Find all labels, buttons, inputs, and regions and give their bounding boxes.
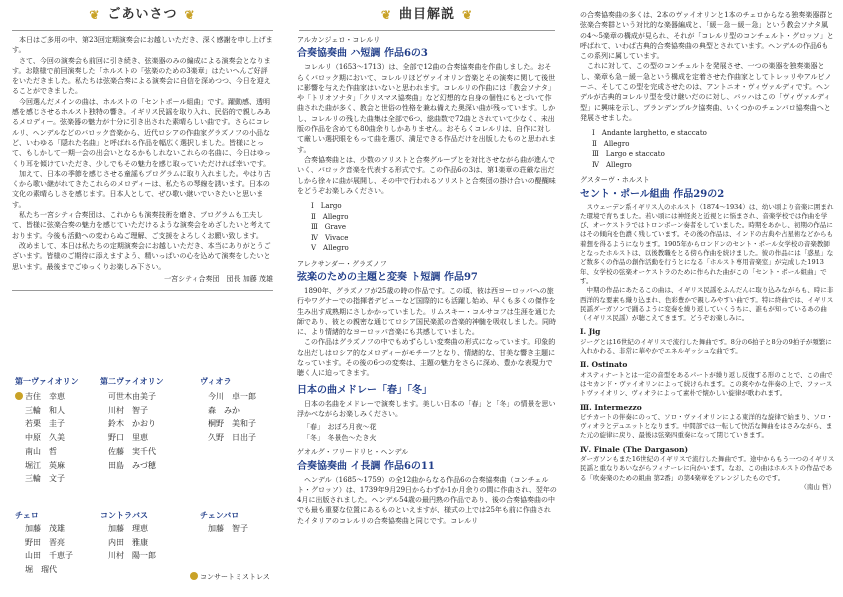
section-name: チェロ bbox=[15, 510, 39, 520]
member: 三輪 文子 bbox=[25, 474, 65, 484]
divider bbox=[12, 290, 273, 291]
greeting-title: ごあいさつ bbox=[107, 6, 178, 22]
divider bbox=[12, 30, 273, 31]
member: 吉住 幸恵 bbox=[15, 390, 65, 404]
member: 加藤 理恵 bbox=[108, 524, 148, 533]
member: 堀江 英麻 bbox=[25, 460, 65, 470]
section-name: チェンバロ bbox=[200, 510, 240, 520]
greeting-signature: 一宮シティ合奏団 団長 加藤 茂雄 bbox=[164, 274, 273, 283]
member: 佐藤 実千代 bbox=[108, 446, 156, 456]
song: 「冬」 冬景色～たき火 bbox=[303, 434, 377, 443]
movement: Ⅴ Allegro bbox=[311, 244, 349, 253]
note-paragraph: 中期の作品にあたるこの曲は、イギリス民謡をふんだんに取り込みながらも、時に非西洋的な要素も織り込まれ、色彩豊かで親しみやすい曲です。特に終曲では、イギリス民謡ダーガソンで踊るように変奏を繰り返していくうちに、誰もが知っているあの曲（イギリス民謡）が聴こえてきます。どうぞお楽しみに。 bbox=[580, 286, 834, 323]
member-list bbox=[208, 390, 256, 445]
piece-title: Ⅲ. Intermezzo bbox=[580, 402, 642, 412]
member: 久野 日出子 bbox=[208, 433, 256, 443]
notes-column bbox=[297, 0, 557, 526]
note-paragraph: これに対して、この型のコンチェルトを発展させ、一つの楽器を独奏楽器とし、楽章も急－緩－急という構成を定着させた作曲家としてトレッリやアルビノーニ、そしてこの型を完成させたのは、アントニオ・ヴィヴァルディです。ヘンデルが古典的コレルリ型を受け継いだのに対し、バッハはこの「ヴィヴァルディ型」に興味を示し、ブランデンブルク協奏曲、いくつかのチェンバロ協奏曲へと発展させました。 bbox=[580, 62, 832, 122]
member: 三輪 和人 bbox=[25, 405, 65, 415]
piece-description: ピチカートの伴奏にのって、ソロ・ヴァイオリンによる東洋的な旋律で始まり、ソロ・ヴィオラとデュエットとなります。中間部では一転して快活な舞曲をはさみながら、また元の旋律に戻り、最後は弦楽四重奏になって閉じていきます。 bbox=[580, 412, 833, 440]
laurel-left-icon: ❦ bbox=[89, 7, 101, 22]
greeting-header bbox=[10, 0, 275, 30]
composer-name: アレクサンダー・グラズノフ bbox=[297, 259, 387, 268]
member: 桐野 美和子 bbox=[208, 419, 256, 429]
movement-list bbox=[592, 128, 835, 170]
section-name: コントラバス bbox=[100, 510, 148, 520]
member: 田島 みづ穂 bbox=[108, 460, 156, 470]
work-title: 合奏協奏曲 ハ短調 作品6の3 bbox=[297, 48, 428, 60]
member: 森 みか bbox=[208, 405, 240, 415]
member: 鈴木 かおり bbox=[108, 419, 156, 429]
note-paragraph: この作品はグラズノフの中でもめずらしい変奏曲の形式になっています。印象的な出だしはロシア的なメロディーがモチーフとなり、情緒的な、甘美な響き主題になっています。その後の6つの変奏は、主題の魅力をさらに深め、豊かな表現力で聴く人に迫ってきます。 bbox=[297, 338, 556, 378]
concertmistress-dot-icon bbox=[15, 392, 23, 400]
member-roster bbox=[10, 372, 275, 592]
movement-list bbox=[311, 201, 557, 254]
member: 川村 陽一郎 bbox=[108, 551, 156, 561]
section-name: 第二ヴァイオリン bbox=[100, 376, 164, 386]
member-list bbox=[15, 390, 65, 486]
note-paragraph: ヘンデル（1685～1759）の全12曲からなる作品6の合奏協奏曲（コンチェルト・グロッソ）は、1739年9月29日からわずか1か月余りの間に作曲され、翌年の4月に出版されました。ヘンデル54歳の最円熟の作品であり、後の合奏協奏曲の中でも最も重要な位置にあるものといえますが、様式の上では25年も前に作曲されたイタリアのコレルリの合奏協奏曲と同じです。コレルリ bbox=[297, 475, 557, 525]
divider bbox=[299, 30, 555, 31]
movement: Ⅳ Vivace bbox=[311, 233, 349, 242]
greeting-column bbox=[10, 0, 275, 581]
member: 川村 智子 bbox=[108, 405, 148, 415]
piece-title: Ⅳ. Finale (The Dargason) bbox=[580, 444, 689, 454]
piece-description: ダーガソンもまた16世紀のイギリスで流行した舞曲です。途中からもう一つのイギリス民謡と重なりあいながらフィナーレに向かいます。なお、この曲はホルストの作品である「吹奏楽のための組曲 第2番」の第4楽章をアレンジしたものです。 bbox=[580, 454, 835, 482]
movement: Ⅱ Allegro bbox=[592, 139, 630, 148]
work-title: 合奏協奏曲 イ長調 作品6の11 bbox=[297, 460, 435, 472]
piece-title: Ⅰ. Jig bbox=[580, 327, 601, 337]
greeting-paragraph: 私たち一宮シティ合奏団は、これからも演奏技術を磨き、プログラムも工夫して、皆様に弦楽合奏の魅力を感じていただけるような演奏会をめざしたいと考えております。今後も活動への変わらぬご理解、ご支援をよろしくお願い致します。 bbox=[12, 211, 271, 240]
movement: Ⅲ Grave bbox=[311, 223, 346, 232]
concertmistress-dot-icon bbox=[190, 572, 198, 580]
song: 「春」 おぼろ月夜～花 bbox=[303, 423, 377, 432]
laurel-left-icon: ❦ bbox=[380, 7, 392, 22]
notes-column-continued bbox=[580, 0, 835, 492]
movement: Ⅲ Largo e staccato bbox=[592, 150, 665, 159]
member: 加藤 智子 bbox=[208, 524, 248, 533]
member-list bbox=[25, 522, 73, 577]
member: 可世木由美子 bbox=[108, 392, 156, 401]
legend: コンサートミストレス bbox=[190, 572, 270, 582]
note-paragraph: 日本の名曲をメドレーで演奏します。美しい日本の「春」と「冬」の情景を思い浮かべながらお楽しみください。 bbox=[297, 399, 556, 418]
note-paragraph: の合奏協奏曲の多くは、2本のヴァイオリンと1本のチェロからなる独奏楽器群と弦楽合奏群という対比的な楽器編成と、「緩－急－緩－急」という教会ソナタ風の4～5楽章の構成が見られ、それが「コレルリ型のコンチェルト・グロッソ」と呼ばれて、いわば古典的合奏協奏曲の典型とされています。ヘンデルの作品6もこの系列に属しています。 bbox=[580, 11, 834, 61]
notes-title: 曲目解説 bbox=[398, 6, 455, 22]
note-paragraph: 1890年、グラズノフが25歳の時の作品です。この頃、彼は西ヨーロッパへの旅行やワグナーでの指揮者デビューなど国際的にも活躍し始め、早くも多くの傑作を生み出す成熟期にさしかかっていました。リムスキー・コルサコフは生涯を通じた師であり、彼との親密な通じてロシア国民楽派の音楽的神髄を吸収しました。同時に、より情緒的なヨーロッパ音楽にも共感していました。 bbox=[297, 286, 556, 337]
section-name: ヴィオラ bbox=[200, 376, 232, 386]
composer-name: グスターヴ・ホルスト bbox=[580, 176, 650, 185]
greeting-paragraph: 改めまして、本日は私たちの定期演奏会にお越しいただき、本当にありがとうございます。皆様のご期待に添えますよう、精いっぱいの心を込めて演奏をしたいと思います。最後までごゆっくりお楽しみ下さい。 bbox=[12, 241, 271, 271]
work-title: 弦楽のための主題と変奏 ト短調 作品97 bbox=[297, 271, 478, 283]
greeting-paragraph: さて、今回の演奏会も前回に引き続き、弦楽器のみの編成による演奏会となります。お陰様で前回演奏した「ホルストの「弦楽のための3楽章」はたいへんご好評をいただきました。私たちは弦楽合奏による演奏会に自信を深めつつ、今日を迎えることができました。 bbox=[12, 56, 271, 96]
greeting-paragraph: 本日はご多用の中、第23回定期演奏会にお越しいただき、深く感謝を申し上げます。 bbox=[12, 36, 273, 55]
laurel-right-icon: ❦ bbox=[184, 7, 196, 22]
member-list bbox=[208, 522, 248, 536]
member: 若栗 圭子 bbox=[25, 419, 65, 429]
piece-description: オスティナートとは一定の音型をあるパートが繰り返し反復する形のことで、この曲ではセカンド・ヴァイオリンによって続けられます。この爽やかな伴奏の上で、ファーストヴァイオリン、ヴィオラによって素朴で懐かしい旋律が歌われます。 bbox=[580, 370, 833, 398]
member: 山田 千恵子 bbox=[25, 551, 73, 561]
member-list bbox=[108, 522, 156, 563]
note-paragraph: スウェーデン系イギリス人のホルスト（1874～1934）は、幼い頃より音楽に囲まれた環境で育ちました。若い頃には神経炎と近視とに悩まされ、音楽学校では作曲を学び、オーケストラではトロンボーン奏者をしていました。時期をあかし、初期の作品にはその傾向を色濃く残しています。その後の作品は、インドの古典や占星術などからも着想を得るようになります。1905年からロンドンのセント・ポール女学校の音楽教師となったホルストは、以後教職をとる傍ら作曲を続けました。彼の作品には「惑星」など数多くの作品の創作活動を行うとになる「ホルスト専用音楽室」が完成した1913年、女学校の弦楽オーケストラのために作られた曲がこの「セント・ポール組曲」です。 bbox=[580, 202, 834, 285]
greeting-paragraph: 今回選んだメインの曲は、ホルストの「セントポール組曲」です。躍動感、透明感を感じさせるホルスト独特の響き。イギリス民謡を取り入れ、民俗的で親しみあるメロディー。弦楽器の魅力が十分に引き出された素晴らしい曲です。さらにコレルリ、ヘンデルなどのバロック音楽から、近代ロシアの作曲家グラズノフの小品など、いわゆる「隠れた名曲」と呼ばれる作品を幅広く選択しました。皆様にとって、もしかして一期一会の出会いとなるかもしれないこれらの名曲に、今日はゆっくり耳を傾けていただき、少しでもその魅力を感じ取っていただければ幸いです。 bbox=[12, 97, 271, 168]
movement: Ⅰ Largo bbox=[311, 202, 342, 211]
greeting-paragraph: 加えて、日本の季節を感じさせる童謡もプログラムに取り入れました。やはり古くから歌い継がれてきたこれらのメロディーは、私たちの琴線を誘います。日本の文化の素晴らしさを感じます。日本人として、ぜひ歌い継いでいきたいと思います。 bbox=[12, 169, 271, 209]
note-paragraph: 合奏協奏曲とは、少数のソリストと合奏グループとを対比させながら曲が進んでいく、バロック音楽を代表する形式です。この作品6の3は、第1楽章の荘厳な出だしから徐々に曲が展開し、その中で行われるソリストと合奏団の掛け合いの醍醐味をどうぞお楽しみください。 bbox=[297, 155, 556, 195]
author-credit: （南山 哲） bbox=[800, 482, 835, 491]
member: 野田 晋亮 bbox=[25, 537, 65, 547]
laurel-right-icon: ❦ bbox=[462, 7, 474, 22]
member: 南山 哲 bbox=[25, 446, 57, 456]
movement: Ⅳ Allegro bbox=[592, 160, 632, 169]
member: 内田 雅康 bbox=[108, 537, 148, 547]
member: 野口 里恵 bbox=[108, 433, 148, 443]
composer-name: アルカンジェロ・コレルリ bbox=[297, 36, 381, 44]
piece-title: Ⅱ. Ostinato bbox=[580, 360, 628, 370]
note-paragraph: コレルリ（1653～1713）は、全部で12曲の合奏協奏曲を作曲しました。おそらくバロック期において、コレルリほどヴァイオリン音楽とその演奏に関して後世に影響を与えた作曲家はいないと思われます。コレルリの作曲には「教会ソナタ」や「トリオソナタ」「クリスマス協奏曲」など幻想的な自身の個性にもとづいて作曲された曲が多く、教会と世俗の性格を兼ね備えた奥深い曲が残っています。しかし、コレルリの残した曲集は全部で6つ、総曲数で72曲とされていて少なく、未出版の作品を含めても80曲余りしかありません。おそらくコレルリは、自作に対して厳しい選択眼をもって曲を選び、満足できる作品だけを出版したものと思われます。 bbox=[297, 63, 556, 154]
song-list bbox=[303, 422, 557, 444]
movement: Ⅰ Andante larghetto, e staccato bbox=[592, 129, 707, 138]
composer-name: ゲオルグ・フリードリヒ・ヘンデル bbox=[297, 448, 409, 457]
work-title: 日本の曲メドレー「春」「冬」 bbox=[297, 384, 432, 396]
member: 堀 瑠代 bbox=[25, 565, 57, 575]
work-title: セント・ポール組曲 作品29の2 bbox=[580, 188, 725, 200]
piece-description: ジーグとは16世紀のイギリスで流行した舞曲です。8分の6拍子と8分の9拍子が頻繁に入れかわる、非常に華やかでエネルギッシュな曲です。 bbox=[580, 337, 832, 356]
member-list bbox=[108, 390, 156, 472]
movement: Ⅱ Allegro bbox=[311, 212, 349, 221]
greeting-body bbox=[10, 35, 275, 284]
member: 加藤 茂雄 bbox=[25, 524, 65, 533]
member: 中原 久美 bbox=[25, 433, 65, 443]
member: 今川 卓一郎 bbox=[208, 392, 256, 401]
section-name: 第一ヴァイオリン bbox=[15, 376, 79, 386]
notes-header bbox=[297, 0, 557, 30]
